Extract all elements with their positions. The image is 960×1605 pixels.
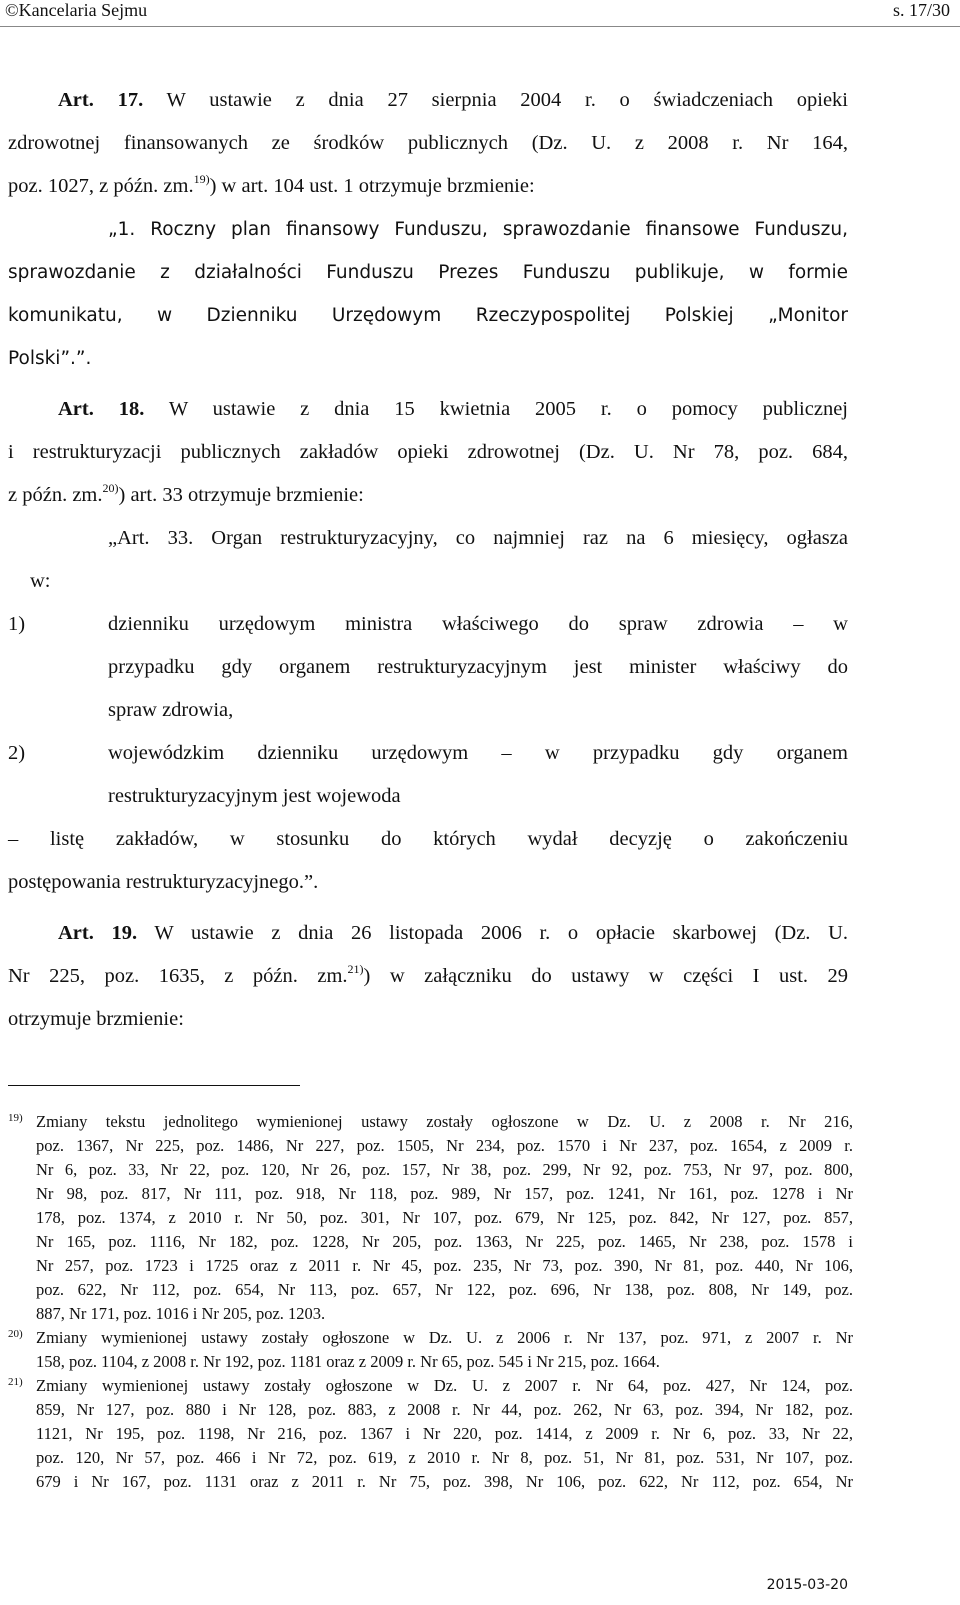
art18-line-3: z późn. zm.$^{20)}$) art. 33 otrzymuje brzmienie:	[8, 481, 364, 506]
footnote-19-line: poz. 622, Nr 112, poz. 654, Nr 113, poz. 657, Nr 122, poz. 696, Nr 138, poz. 808, Nr 149, poz.	[36, 1280, 853, 1299]
art18-line-2: i restrukturyzacji publicznych zakładów opieki zdrowotnej (Dz. U. Nr 78, poz. 684,	[8, 441, 848, 463]
art18-item2-number: 2)	[8, 742, 26, 764]
footnote-20-line: Zmiany wymienionej ustawy zostały ogłoszone w Dz. U. z 2006 r. Nr 137, poz. 971, z 2007 r. Nr	[36, 1328, 853, 1347]
art18-quote-start: „Art. 33. Organ restrukturyzacyjny, co najmniej raz na 6 miesięcy, ogłasza	[108, 527, 848, 549]
footnote-19-line: Zmiany tekstu jednolitego wymienionej ustawy zostały ogłoszone w Dz. U. z 2008 r. Nr 216,	[36, 1112, 853, 1131]
art17-line-1: Art. 17. W ustawie z dnia 27 sierpnia 2004 r. o świadczeniach opieki	[58, 89, 848, 111]
footnote-21-line: 1121, Nr 195, poz. 1198, Nr 216, poz. 1367 i Nr 220, poz. 1414, z 2009 r. Nr 6, poz. 33, Nr 22,	[36, 1424, 853, 1443]
footnote-21-line: poz. 120, Nr 57, poz. 466 i Nr 72, poz. 619, z 2010 r. Nr 8, poz. 51, Nr 81, poz. 531, Nr 107, poz.	[36, 1448, 853, 1467]
art17-quote-line-4: Polski”.”.	[8, 348, 92, 369]
footnote-19-line: 178, poz. 1374, z 2010 r. Nr 50, poz. 301, Nr 107, poz. 679, Nr 125, poz. 842, Nr 127, poz. 857,	[36, 1208, 853, 1227]
footnote-21-number: 21)	[8, 1376, 23, 1388]
art18-item1-line-3: spraw zdrowia,	[108, 699, 234, 721]
art18-item1-line-1: dzienniku urzędowym ministra właściwego do spraw zdrowia – w	[108, 613, 848, 635]
footnote-19-line: Nr 98, poz. 817, Nr 111, poz. 918, Nr 118, poz. 989, Nr 157, poz. 1241, Nr 161, poz. 1278 i Nr	[36, 1184, 853, 1203]
footnote-separator	[8, 1085, 300, 1086]
footnote-20-number: 20)	[8, 1328, 23, 1340]
footnote-21-line: Zmiany wymienionej ustawy zostały ogłoszone w Dz. U. z 2007 r. Nr 64, poz. 427, Nr 124, poz.	[36, 1376, 853, 1395]
footnote-21-line: 679 i Nr 167, poz. 1131 oraz z 2011 r. Nr 75, poz. 398, Nr 106, poz. 622, Nr 112, poz. 654, Nr	[36, 1472, 853, 1491]
footnote-19-number: 19)	[8, 1112, 23, 1124]
art17-quote-line-3: komunikatu, w Dzienniku Urzędowym Rzeczypospolitej Polskiej „Monitor	[8, 305, 848, 326]
art19-label: Art. 19.	[58, 922, 138, 944]
art19-line-1: Art. 19. W ustawie z dnia 26 listopada 2006 r. o opłacie skarbowej (Dz. U.	[58, 922, 848, 944]
footnote-ref-20: 20)	[102, 481, 119, 495]
art18-item2-line-1: wojewódzkim dzienniku urzędowym – w przypadku gdy organem	[108, 742, 848, 764]
footnote-19-line: poz. 1367, Nr 225, poz. 1486, Nr 227, poz. 1505, Nr 234, poz. 1570 i Nr 237, poz. 1654, z 2009 r.	[36, 1136, 853, 1155]
footer-date: 2015-03-20	[766, 1577, 848, 1593]
art19-line-2: Nr 225, poz. 1635, z późn. zm.$^{21)}$) w załączniku do ustawy w części I ust. 29	[8, 962, 849, 987]
footnote-ref-19: 19)	[193, 172, 210, 186]
footnote-21-line: 859, Nr 127, poz. 880 i Nr 128, poz. 883, z 2008 r. Nr 44, poz. 262, Nr 63, poz. 394, Nr 182, poz.	[36, 1400, 853, 1419]
footnote-19-line: Nr 6, poz. 33, Nr 22, poz. 120, Nr 26, poz. 157, Nr 38, poz. 299, Nr 92, poz. 753, Nr 97, poz. 800,	[36, 1160, 853, 1179]
art17-line-2: zdrowotnej finansowanych ze środków publicznych (Dz. U. z 2008 r. Nr 164,	[8, 132, 848, 154]
footnote-20	[8, 1326, 853, 1374]
art17-quote-line-2: sprawozdanie z działalności Funduszu Prezes Funduszu publikuje, w formie	[8, 262, 848, 283]
art18-closing-line-2: postępowania restrukturyzacyjnego.”.	[8, 871, 319, 893]
art19-line-3: otrzymuje brzmienie:	[8, 1008, 184, 1030]
footnote-19-line: Nr 257, poz. 1723 i 1725 oraz z 2011 r. Nr 45, poz. 235, Nr 73, poz. 390, Nr 81, poz. 440, Nr 106,	[36, 1256, 853, 1275]
art18-item1-line-2: przypadku gdy organem restrukturyzacyjnym jest minister właściwy do	[108, 656, 848, 678]
header-publisher: ©Kancelaria Sejmu	[5, 0, 148, 20]
art18-item2-line-2: restrukturyzacyjnym jest wojewoda	[108, 785, 401, 807]
art18-label: Art. 18.	[58, 398, 145, 420]
art18-item1-number: 1)	[8, 613, 26, 635]
footnote-21	[8, 1374, 853, 1494]
art18-line-1: Art. 18. W ustawie z dnia 15 kwietnia 2005 r. o pomocy publicznej	[58, 398, 848, 420]
art18-closing-line-1: – listę zakładów, w stosunku do których wydał decyzję o zakończeniu	[8, 828, 848, 850]
header-page-number: s. 17/30	[892, 0, 950, 20]
footnote-ref-21: 21)	[347, 962, 364, 976]
art17-line-3: poz. 1027, z późn. zm.$^{19)}$) w art. 104 ust. 1 otrzymuje brzmienie:	[8, 172, 535, 197]
footnote-19-line: 887, Nr 171, poz. 1016 i Nr 205, poz. 1203.	[36, 1304, 326, 1323]
footnote-19	[8, 1110, 853, 1326]
header-rule	[0, 26, 960, 27]
footnote-19-line: Nr 165, poz. 1116, Nr 182, poz. 1228, Nr 205, poz. 1363, Nr 225, poz. 1465, Nr 238, poz. 1578 i	[36, 1232, 853, 1251]
footnote-20-line: 158, poz. 1104, z 2008 r. Nr 192, poz. 1181 oraz z 2009 r. Nr 65, poz. 545 i Nr 215, poz. 1664.	[36, 1352, 660, 1371]
art17-label: Art. 17.	[58, 89, 144, 111]
art18-w: w:	[30, 570, 51, 592]
art17-quote-line-1: „1. Roczny plan finansowy Funduszu, sprawozdanie finansowe Funduszu,	[108, 219, 848, 240]
page-header	[0, 0, 960, 26]
